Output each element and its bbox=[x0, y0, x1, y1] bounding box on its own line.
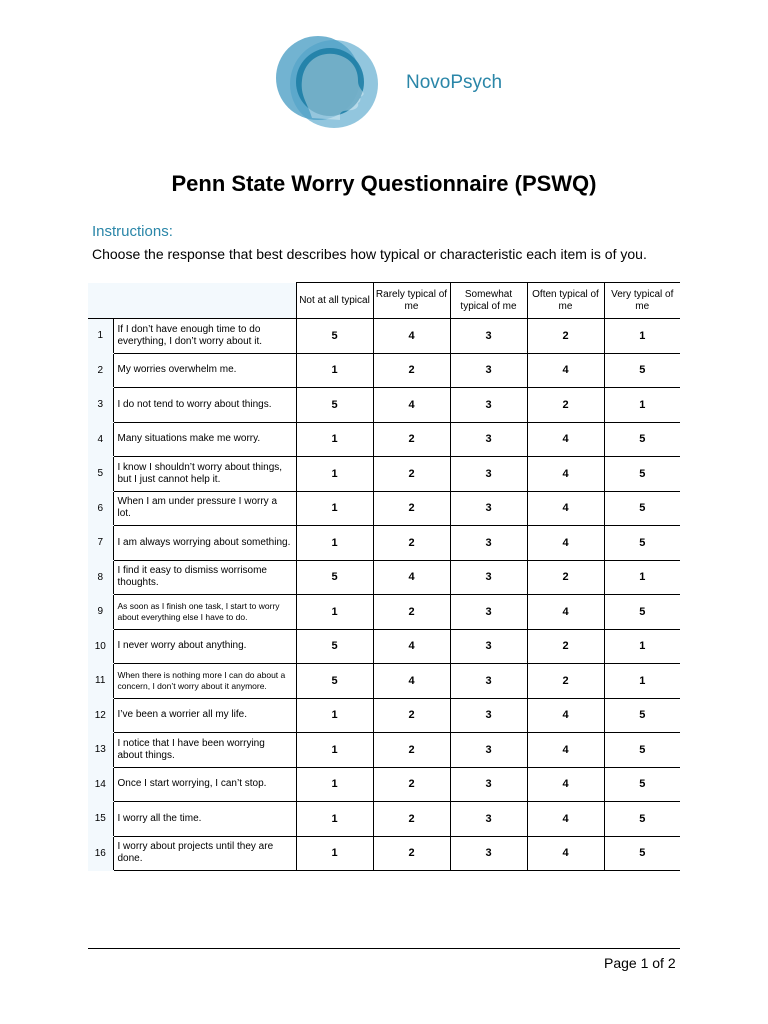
item-number: 7 bbox=[88, 526, 113, 561]
item-text: I do not tend to worry about things. bbox=[113, 388, 296, 423]
response-option[interactable]: 3 bbox=[450, 457, 527, 492]
item-text: Many situations make me worry. bbox=[113, 422, 296, 457]
response-option[interactable]: 5 bbox=[604, 595, 680, 630]
response-option[interactable]: 1 bbox=[296, 802, 373, 837]
response-option[interactable]: 5 bbox=[296, 560, 373, 595]
item-number: 16 bbox=[88, 836, 113, 871]
response-option[interactable]: 4 bbox=[527, 526, 604, 561]
item-number: 14 bbox=[88, 767, 113, 802]
response-option[interactable]: 1 bbox=[296, 457, 373, 492]
item-number: 8 bbox=[88, 560, 113, 595]
response-option[interactable]: 3 bbox=[450, 560, 527, 595]
response-option[interactable]: 1 bbox=[296, 491, 373, 526]
response-option[interactable]: 4 bbox=[527, 698, 604, 733]
response-option[interactable]: 1 bbox=[296, 698, 373, 733]
response-option[interactable]: 4 bbox=[527, 491, 604, 526]
response-option[interactable]: 1 bbox=[296, 353, 373, 388]
response-option[interactable]: 5 bbox=[604, 836, 680, 871]
brand-name: NovoPsych bbox=[406, 72, 503, 93]
item-number: 3 bbox=[88, 388, 113, 423]
header-option: Very typical of me bbox=[604, 283, 680, 319]
table-row bbox=[88, 319, 680, 354]
item-text: I am always worrying about something. bbox=[113, 526, 296, 561]
table-row bbox=[88, 388, 680, 423]
header-option: Not at all typical bbox=[296, 283, 373, 319]
response-option[interactable]: 1 bbox=[604, 560, 680, 595]
response-option[interactable]: 5 bbox=[604, 698, 680, 733]
response-option[interactable]: 1 bbox=[296, 836, 373, 871]
footer-divider bbox=[88, 948, 680, 949]
response-option[interactable]: 4 bbox=[373, 664, 450, 699]
item-text: I worry all the time. bbox=[113, 802, 296, 837]
response-option[interactable]: 5 bbox=[604, 422, 680, 457]
response-option[interactable]: 5 bbox=[604, 733, 680, 768]
table-row bbox=[88, 353, 680, 388]
table-row bbox=[88, 767, 680, 802]
header-option: Often typical of me bbox=[527, 283, 604, 319]
response-option[interactable]: 5 bbox=[296, 664, 373, 699]
response-option[interactable]: 2 bbox=[373, 767, 450, 802]
page-title: Penn State Worry Questionnaire (PSWQ) bbox=[171, 171, 597, 196]
item-text: I find it easy to dismiss worrisome thoughts. bbox=[113, 560, 296, 595]
table-row bbox=[88, 457, 680, 492]
response-option[interactable]: 2 bbox=[527, 319, 604, 354]
response-option[interactable]: 2 bbox=[527, 388, 604, 423]
response-option[interactable]: 4 bbox=[373, 560, 450, 595]
response-option[interactable]: 3 bbox=[450, 836, 527, 871]
response-option[interactable]: 2 bbox=[373, 491, 450, 526]
response-option[interactable]: 5 bbox=[604, 457, 680, 492]
response-option[interactable]: 4 bbox=[527, 422, 604, 457]
response-option[interactable]: 4 bbox=[373, 319, 450, 354]
response-option[interactable]: 3 bbox=[450, 698, 527, 733]
response-option[interactable]: 5 bbox=[296, 319, 373, 354]
item-text: When I am under pressure I worry a lot. bbox=[113, 491, 296, 526]
table-row bbox=[88, 422, 680, 457]
response-option[interactable]: 3 bbox=[450, 664, 527, 699]
item-number: 12 bbox=[88, 698, 113, 733]
header-blank bbox=[88, 283, 296, 319]
table-row bbox=[88, 629, 680, 664]
table-row bbox=[88, 526, 680, 561]
response-option[interactable]: 2 bbox=[527, 560, 604, 595]
table-row bbox=[88, 664, 680, 699]
response-option[interactable]: 2 bbox=[373, 698, 450, 733]
response-option[interactable]: 1 bbox=[604, 629, 680, 664]
item-number: 2 bbox=[88, 353, 113, 388]
response-option[interactable]: 4 bbox=[373, 629, 450, 664]
item-number: 9 bbox=[88, 595, 113, 630]
item-text: I worry about projects until they are done. bbox=[113, 836, 296, 871]
response-option[interactable]: 3 bbox=[450, 422, 527, 457]
item-text: Once I start worrying, I can’t stop. bbox=[113, 767, 296, 802]
item-text: My worries overwhelm me. bbox=[113, 353, 296, 388]
response-option[interactable]: 3 bbox=[450, 388, 527, 423]
response-option[interactable]: 4 bbox=[527, 802, 604, 837]
response-option[interactable]: 3 bbox=[450, 526, 527, 561]
response-option[interactable]: 2 bbox=[527, 664, 604, 699]
head-profile-logo-icon bbox=[272, 34, 380, 130]
response-option[interactable]: 2 bbox=[373, 733, 450, 768]
item-text: I’ve been a worrier all my life. bbox=[113, 698, 296, 733]
response-option[interactable]: 4 bbox=[527, 733, 604, 768]
table-row bbox=[88, 802, 680, 837]
item-text: If I don’t have enough time to do everything, I don’t worry about it. bbox=[113, 319, 296, 354]
item-text: I notice that I have been worrying about things. bbox=[113, 733, 296, 768]
response-option[interactable]: 5 bbox=[604, 767, 680, 802]
item-number: 11 bbox=[88, 664, 113, 699]
page-number: Page 1 of 2 bbox=[604, 955, 676, 971]
response-option[interactable]: 2 bbox=[373, 595, 450, 630]
header-option: Rarely typical of me bbox=[373, 283, 450, 319]
response-option[interactable]: 4 bbox=[527, 836, 604, 871]
table-row bbox=[88, 560, 680, 595]
header-row bbox=[88, 283, 680, 319]
response-option[interactable]: 4 bbox=[527, 595, 604, 630]
response-option[interactable]: 2 bbox=[527, 629, 604, 664]
response-option[interactable]: 1 bbox=[604, 319, 680, 354]
table-row bbox=[88, 595, 680, 630]
response-option[interactable]: 3 bbox=[450, 802, 527, 837]
item-number: 13 bbox=[88, 733, 113, 768]
response-option[interactable]: 2 bbox=[373, 526, 450, 561]
response-option[interactable]: 4 bbox=[527, 767, 604, 802]
response-option[interactable]: 4 bbox=[373, 388, 450, 423]
response-option[interactable]: 2 bbox=[373, 457, 450, 492]
response-option[interactable]: 4 bbox=[527, 353, 604, 388]
response-option[interactable]: 5 bbox=[296, 388, 373, 423]
response-option[interactable]: 3 bbox=[450, 491, 527, 526]
table-row bbox=[88, 698, 680, 733]
response-option[interactable]: 5 bbox=[296, 629, 373, 664]
response-option[interactable]: 3 bbox=[450, 353, 527, 388]
item-number: 4 bbox=[88, 422, 113, 457]
response-option[interactable]: 5 bbox=[604, 802, 680, 837]
response-option[interactable]: 5 bbox=[604, 353, 680, 388]
item-number: 10 bbox=[88, 629, 113, 664]
response-option[interactable]: 3 bbox=[450, 629, 527, 664]
questionnaire-table bbox=[88, 282, 680, 871]
response-option[interactable]: 2 bbox=[373, 422, 450, 457]
item-text: As soon as I finish one task, I start to worry about everything else I have to do. bbox=[113, 595, 296, 630]
response-option[interactable]: 1 bbox=[604, 664, 680, 699]
item-number: 1 bbox=[88, 319, 113, 354]
response-option[interactable]: 3 bbox=[450, 733, 527, 768]
item-text: I never worry about anything. bbox=[113, 629, 296, 664]
response-option[interactable]: 2 bbox=[373, 836, 450, 871]
response-option[interactable]: 5 bbox=[604, 491, 680, 526]
header-option: Somewhat typical of me bbox=[450, 283, 527, 319]
response-option[interactable]: 3 bbox=[450, 319, 527, 354]
item-number: 15 bbox=[88, 802, 113, 837]
instructions-text: Choose the response that best describes how typical or characteristic each item is of you. bbox=[92, 246, 647, 262]
response-option[interactable]: 4 bbox=[527, 457, 604, 492]
response-option[interactable]: 1 bbox=[296, 526, 373, 561]
response-option[interactable]: 2 bbox=[373, 802, 450, 837]
item-number: 5 bbox=[88, 457, 113, 492]
response-option[interactable]: 3 bbox=[450, 767, 527, 802]
item-text: I know I shouldn’t worry about things, but I just cannot help it. bbox=[113, 457, 296, 492]
table-row bbox=[88, 491, 680, 526]
table-row bbox=[88, 836, 680, 871]
response-option[interactable]: 1 bbox=[296, 733, 373, 768]
response-option[interactable]: 5 bbox=[604, 526, 680, 561]
table-row bbox=[88, 733, 680, 768]
response-option[interactable]: 1 bbox=[604, 388, 680, 423]
response-option[interactable]: 2 bbox=[373, 353, 450, 388]
item-number: 6 bbox=[88, 491, 113, 526]
instructions-heading: Instructions: bbox=[92, 223, 173, 240]
response-option[interactable]: 3 bbox=[450, 595, 527, 630]
item-text: When there is nothing more I can do about a concern, I don’t worry about it anymore. bbox=[113, 664, 296, 699]
response-option[interactable]: 1 bbox=[296, 422, 373, 457]
response-option[interactable]: 1 bbox=[296, 595, 373, 630]
response-option[interactable]: 1 bbox=[296, 767, 373, 802]
